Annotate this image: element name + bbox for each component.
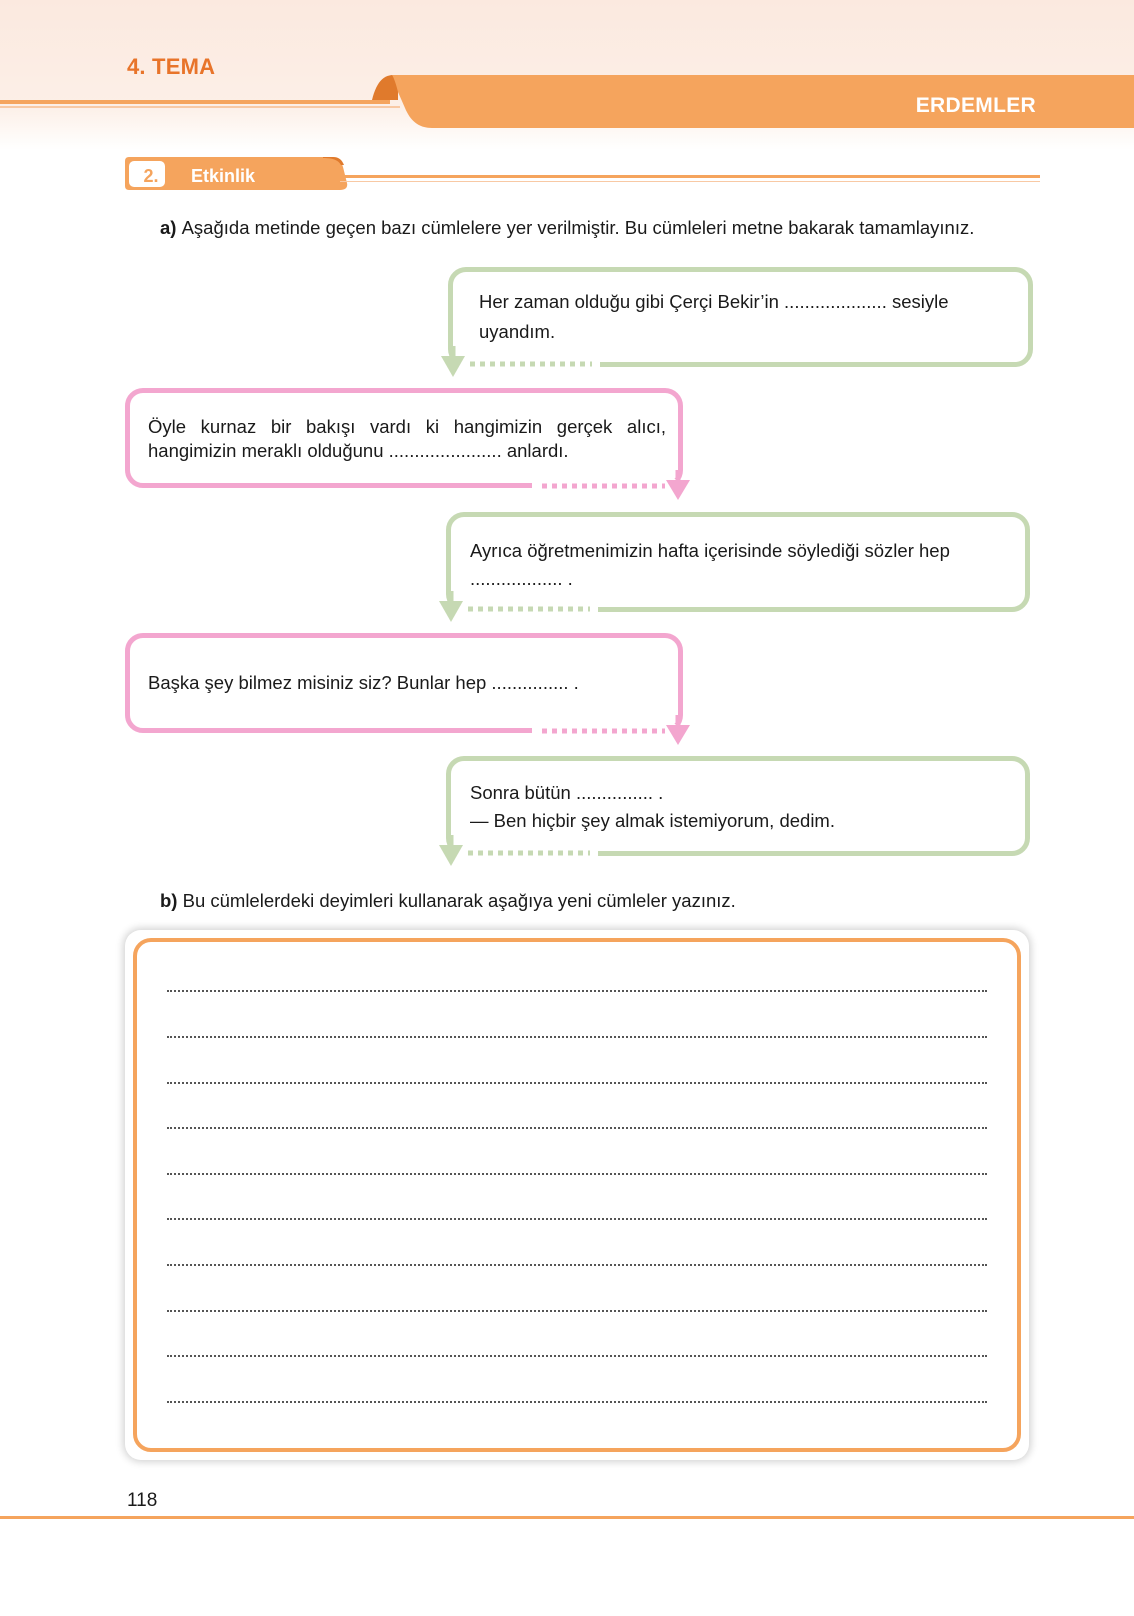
- writing-line[interactable]: [167, 1127, 987, 1129]
- part-a-instruction: [127, 212, 1035, 243]
- activity-number: 2.: [143, 166, 159, 186]
- theme-label: 4. TEMA: [127, 54, 216, 79]
- sentence-box-1: [448, 267, 1033, 367]
- page-number: 118: [127, 1490, 158, 1511]
- header-banner: [0, 0, 1134, 140]
- writing-line[interactable]: [167, 1264, 987, 1266]
- part-a-text: Aşağıda metinde geçen bazı cümlelere yer verilmiştir. Bu cümleleri metne bakarak tamamlayınız.: [181, 217, 975, 238]
- sentence-2-line-2: hangimizin meraklı olduğunu ...................... anlardı.: [148, 440, 569, 461]
- part-b-instruction: [160, 887, 736, 915]
- sentence-4-line-1: Başka şey bilmez misiniz siz? Bunlar hep ............... .: [148, 672, 579, 693]
- writing-line[interactable]: [167, 1355, 987, 1357]
- footer-line: [0, 1516, 1134, 1519]
- part-a-label: a): [160, 217, 177, 238]
- writing-line[interactable]: [167, 1036, 987, 1038]
- writing-line[interactable]: [167, 1082, 987, 1084]
- theme-name: ERDEMLER: [915, 94, 1036, 117]
- sentence-3-line-2: .................. .: [470, 568, 573, 589]
- part-b-text: Bu cümlelerdeki deyimleri kullanarak aşağıya yeni cümleler yazınız.: [182, 890, 736, 911]
- sentence-1-line-1: Her zaman olduğu gibi Çerçi Bekir’in .................... sesiyle: [479, 291, 949, 312]
- writing-line[interactable]: [167, 990, 987, 992]
- sentence-box-4: [125, 633, 683, 733]
- sentence-2-line-1: Öyle kurnaz bir bakışı vardı ki hangimizin gerçek alıcı,: [148, 416, 666, 437]
- sentence-5-line-1: Sonra bütün ............... .: [470, 782, 664, 803]
- writing-area[interactable]: [133, 938, 1021, 1452]
- writing-line[interactable]: [167, 1173, 987, 1175]
- activity-rule: [340, 175, 1040, 178]
- writing-line[interactable]: [167, 1401, 987, 1403]
- sentence-box-5: [446, 756, 1030, 856]
- writing-line[interactable]: [167, 1218, 987, 1220]
- sentence-3-line-1: Ayrıca öğretmenimizin hafta içerisinde söylediği sözler hep: [470, 540, 950, 561]
- sentence-1-line-2: uyandım.: [479, 321, 556, 342]
- writing-area-frame: [125, 930, 1029, 1460]
- sentence-box-2: [125, 388, 683, 488]
- writing-line[interactable]: [167, 1310, 987, 1312]
- activity-title: Etkinlik: [191, 166, 256, 186]
- sentence-box-3: [446, 512, 1030, 612]
- sentence-5-line-2: — Ben hiçbir şey almak istemiyorum, dedim.: [470, 810, 835, 831]
- activity-rule-thin: [340, 181, 1040, 182]
- part-b-label: b): [160, 890, 178, 911]
